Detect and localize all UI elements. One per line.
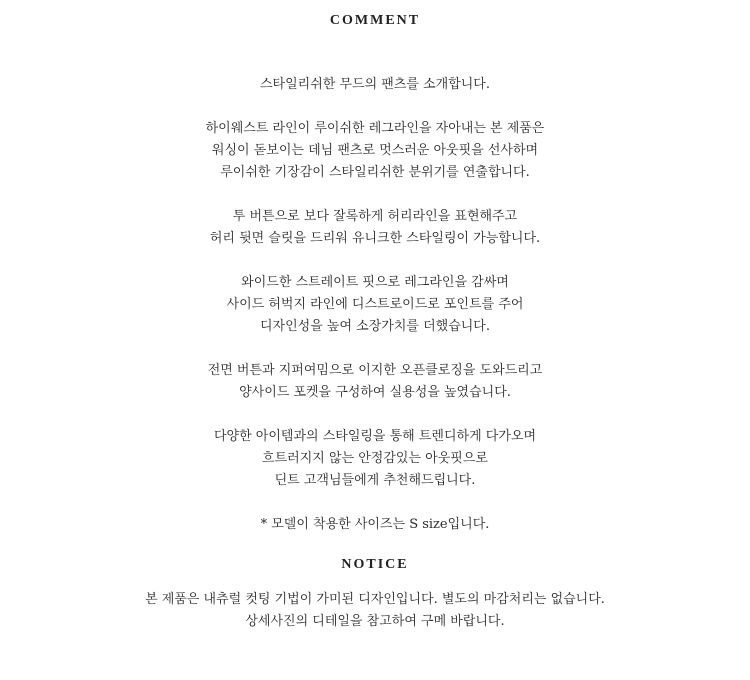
- notice-body: [0, 589, 750, 633]
- comment-line: 딘트 고객님들에게 추천해드립니다.: [274, 473, 476, 488]
- comment-paragraph: [0, 206, 750, 250]
- comment-body: [0, 74, 750, 558]
- comment-paragraph: [0, 426, 750, 492]
- comment-paragraph: [0, 272, 750, 338]
- comment-line: 와이드한 스트레이트 핏으로 레그라인을 감싸며: [241, 275, 509, 290]
- comment-line: 흐트러지지 않는 안정감있는 아웃핏으로: [262, 451, 488, 466]
- comment-line: 사이드 허벅지 라인에 디스트로이드로 포인트를 주어: [226, 297, 524, 312]
- comment-line: 양사이드 포켓을 구성하여 실용성을 높였습니다.: [239, 385, 511, 400]
- comment-line: 다양한 아이템과의 스타일링을 통해 트렌디하게 다가오며: [213, 429, 537, 444]
- comment-line: 스타일리쉬한 무드의 팬츠를 소개합니다.: [259, 77, 490, 92]
- notice-heading: NOTICE: [341, 557, 409, 572]
- notice-line: 본 제품은 내츄럴 컷팅 기법이 가미된 디자인입니다. 별도의 마감처리는 없습니다.: [145, 592, 605, 607]
- comment-line: 전면 버튼과 지퍼여밈으로 이지한 오픈클로징을 도와드리고: [207, 363, 543, 378]
- comment-line: 디자인성을 높여 소장가치를 더했습니다.: [259, 319, 490, 334]
- comment-heading: COMMENT: [329, 13, 421, 28]
- comment-paragraph: [0, 514, 750, 536]
- comment-line: 워싱이 돋보이는 데님 팬츠로 멋스러운 아웃핏을 선사하며: [211, 143, 539, 158]
- comment-paragraph: [0, 118, 750, 184]
- comment-line: 투 버튼으로 보다 잘록하게 허리라인을 표현해주고: [232, 209, 518, 224]
- comment-paragraph: [0, 360, 750, 404]
- comment-line: 루이쉬한 기장감이 스타일리쉬한 분위기를 연출합니다.: [220, 165, 530, 180]
- comment-line: 허리 뒷면 슬릿을 드리워 유니크한 스타일링이 가능합니다.: [209, 231, 541, 246]
- comment-line: 하이웨스트 라인이 루이쉬한 레그라인을 자아내는 본 제품은: [205, 121, 545, 136]
- notice-line: 상세사진의 디테일을 참고하여 구메 바랍니다.: [245, 614, 505, 629]
- comment-paragraph: [0, 74, 750, 96]
- model-size-note: * 모델이 착용한 사이즈는 S size입니다.: [260, 517, 490, 532]
